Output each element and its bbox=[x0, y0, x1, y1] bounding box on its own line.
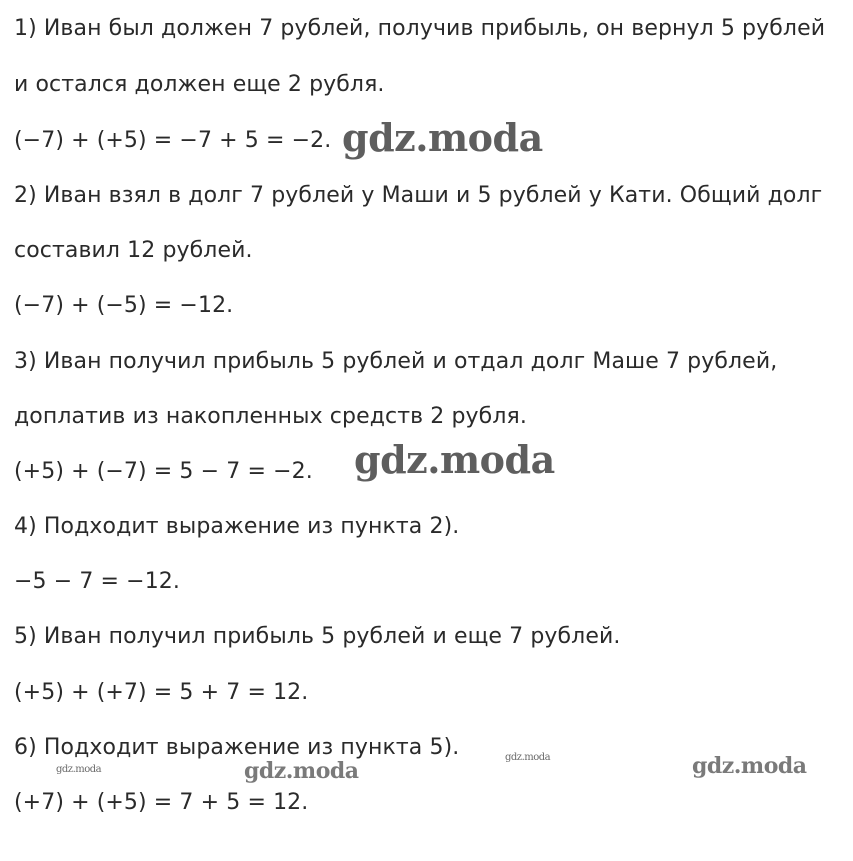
text-line-14: 6) Подходит выражение из пункта 5). bbox=[14, 735, 460, 760]
watermark-1: gdz.moda bbox=[342, 115, 543, 160]
text-line-8: доплатив из накопленных средств 2 рубля. bbox=[14, 404, 527, 429]
text-line-7: 3) Иван получил прибыль 5 рублей и отдал долг Маше 7 рублей, bbox=[14, 349, 778, 374]
text-line-2: и остался должен еще 2 рубля. bbox=[14, 72, 385, 97]
watermark-5: gdz.moda bbox=[505, 752, 551, 763]
text-line-4: 2) Иван взял в долг 7 рублей у Маши и 5 рублей у Кати. Общий долг bbox=[14, 183, 823, 208]
text-line-3: (−7) + (+5) = −7 + 5 = −2. bbox=[14, 128, 332, 153]
text-line-6: (−7) + (−5) = −12. bbox=[14, 293, 234, 318]
text-line-15: (+7) + (+5) = 7 + 5 = 12. bbox=[14, 790, 309, 815]
watermark-2: gdz.moda bbox=[354, 437, 555, 482]
text-line-13: (+5) + (+7) = 5 + 7 = 12. bbox=[14, 680, 309, 705]
text-line-12: 5) Иван получил прибыль 5 рублей и еще 7 рублей. bbox=[14, 624, 621, 649]
watermark-3: gdz.moda bbox=[56, 764, 102, 775]
watermark-6: gdz.moda bbox=[692, 753, 807, 779]
text-line-10: 4) Подходит выражение из пункта 2). bbox=[14, 514, 460, 539]
text-line-1: 1) Иван был должен 7 рублей, получив прибыль, он вернул 5 рублей bbox=[14, 16, 826, 41]
text-line-9: (+5) + (−7) = 5 − 7 = −2. bbox=[14, 459, 313, 484]
watermark-4: gdz.moda bbox=[244, 758, 359, 784]
text-line-5: составил 12 рублей. bbox=[14, 238, 253, 263]
text-line-11: −5 − 7 = −12. bbox=[14, 569, 180, 594]
